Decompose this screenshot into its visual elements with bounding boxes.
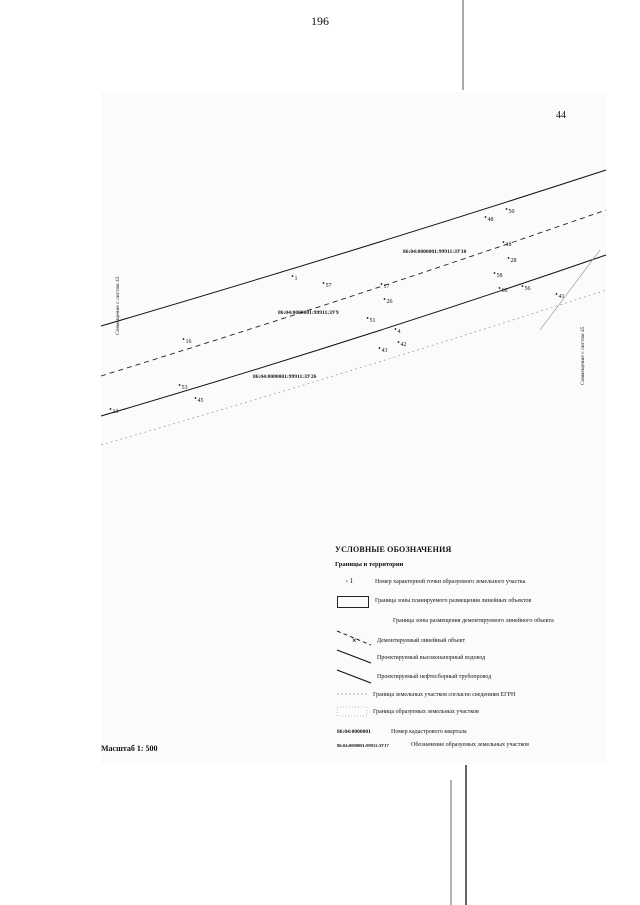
legend-oil-line-symbol — [335, 667, 375, 687]
point-marker — [494, 272, 496, 274]
legend-water-line-symbol — [335, 647, 375, 667]
legend-zone-box — [337, 596, 369, 608]
legend-item: Граница зоны размещения демонтируемого линейного объекта — [393, 618, 554, 624]
point-marker — [110, 408, 112, 410]
legend-egrn-symbol — [335, 689, 371, 699]
legend-item: Проектируемый высоконапорный водовод — [377, 655, 486, 661]
legend-parcel-code: 86:04:0000001:99911:ЗУ17 — [337, 743, 389, 748]
point-marker — [556, 293, 558, 295]
point-marker — [367, 317, 369, 319]
point-label: 4 — [397, 329, 401, 335]
svg-text:×: × — [352, 636, 357, 645]
legend-item: Граница образуемых земельных участков — [373, 709, 479, 715]
legend-item: Демонтируемый линейный объект — [377, 638, 466, 644]
legend-item: Номер кадастрового квартала — [391, 729, 467, 735]
point-marker — [398, 341, 400, 343]
legend-item: Проектируемый нефтесборный трубопровод — [377, 674, 492, 680]
point-label: 13 — [112, 409, 119, 415]
point-label: 28 — [510, 258, 517, 264]
legend-item: Граница зоны планируемого размещения линейных объектов — [375, 598, 532, 604]
parcel-label: 86:04:0000001:99911:ЗУ10 — [403, 249, 467, 255]
point-marker — [292, 275, 294, 277]
point-marker — [195, 397, 197, 399]
point-marker — [485, 216, 487, 218]
scale-label: Масштаб 1: 500 — [101, 744, 158, 753]
diagonal-boundary — [540, 250, 600, 330]
dismantled-line — [101, 210, 606, 376]
legend-quarter-code: 86:04:0000001 — [337, 729, 371, 735]
point-label: 26 — [386, 299, 393, 305]
point-label: 16 — [185, 339, 192, 345]
point-label: 58 — [496, 273, 503, 279]
point-marker — [384, 298, 386, 300]
parcel-label: 86:04:0000001:99911:ЗУ9 — [278, 310, 339, 316]
zone-boundary-upper — [101, 170, 606, 326]
point-label: 43 — [381, 348, 388, 354]
side-label-left: Совмещение с листом 43 — [115, 276, 121, 335]
point-marker — [183, 338, 185, 340]
egrn-boundary — [101, 290, 606, 445]
legend-item: Граница земельных участков согласно сведениям ЕГРН — [373, 692, 516, 698]
point-marker — [379, 347, 381, 349]
point-marker — [381, 283, 383, 285]
point-label: 17 — [383, 284, 390, 290]
side-label-right: Совмещение с листом 45 — [580, 326, 586, 385]
point-marker — [323, 282, 325, 284]
point-marker — [179, 384, 181, 386]
legend-point-symbol: • 1 — [346, 577, 354, 585]
point-marker — [395, 328, 397, 330]
point-label: 45 — [197, 398, 204, 404]
zone-boundary-lower — [101, 255, 606, 416]
point-label: 41 — [558, 294, 565, 300]
sheet-number: 44 — [556, 110, 566, 121]
point-marker — [508, 257, 510, 259]
legend-item: Обозначение образуемых земельных участков — [411, 742, 529, 748]
point-marker — [503, 241, 505, 243]
legend-title: УСЛОВНЫЕ ОБОЗНАЧЕНИЯ — [335, 545, 452, 554]
page-number: 196 — [311, 14, 329, 28]
point-label: 1 — [294, 276, 298, 282]
point-label: 53 — [181, 385, 188, 391]
point-label: 42 — [400, 342, 407, 348]
point-label: 56 — [524, 286, 531, 292]
legend — [333, 543, 573, 755]
legend-parcel-symbol — [335, 705, 371, 719]
legend-subtitle: Границы и территории — [335, 561, 404, 568]
legend-item: Номер характерной точки образуемого земельного участка — [375, 579, 526, 585]
point-marker — [522, 285, 524, 287]
point-label: 57 — [325, 283, 332, 289]
point-marker — [499, 287, 501, 289]
point-label: 50 — [508, 209, 515, 215]
point-label: 18 — [505, 242, 512, 248]
legend-dismantled-symbol — [335, 627, 375, 649]
point-label: 48 — [487, 217, 494, 223]
point-marker — [506, 208, 508, 210]
parcel-label: 86:04:0000001:99911:ЗУ26 — [253, 374, 317, 380]
point-label: 60 — [501, 288, 508, 294]
point-label: 51 — [369, 318, 376, 324]
